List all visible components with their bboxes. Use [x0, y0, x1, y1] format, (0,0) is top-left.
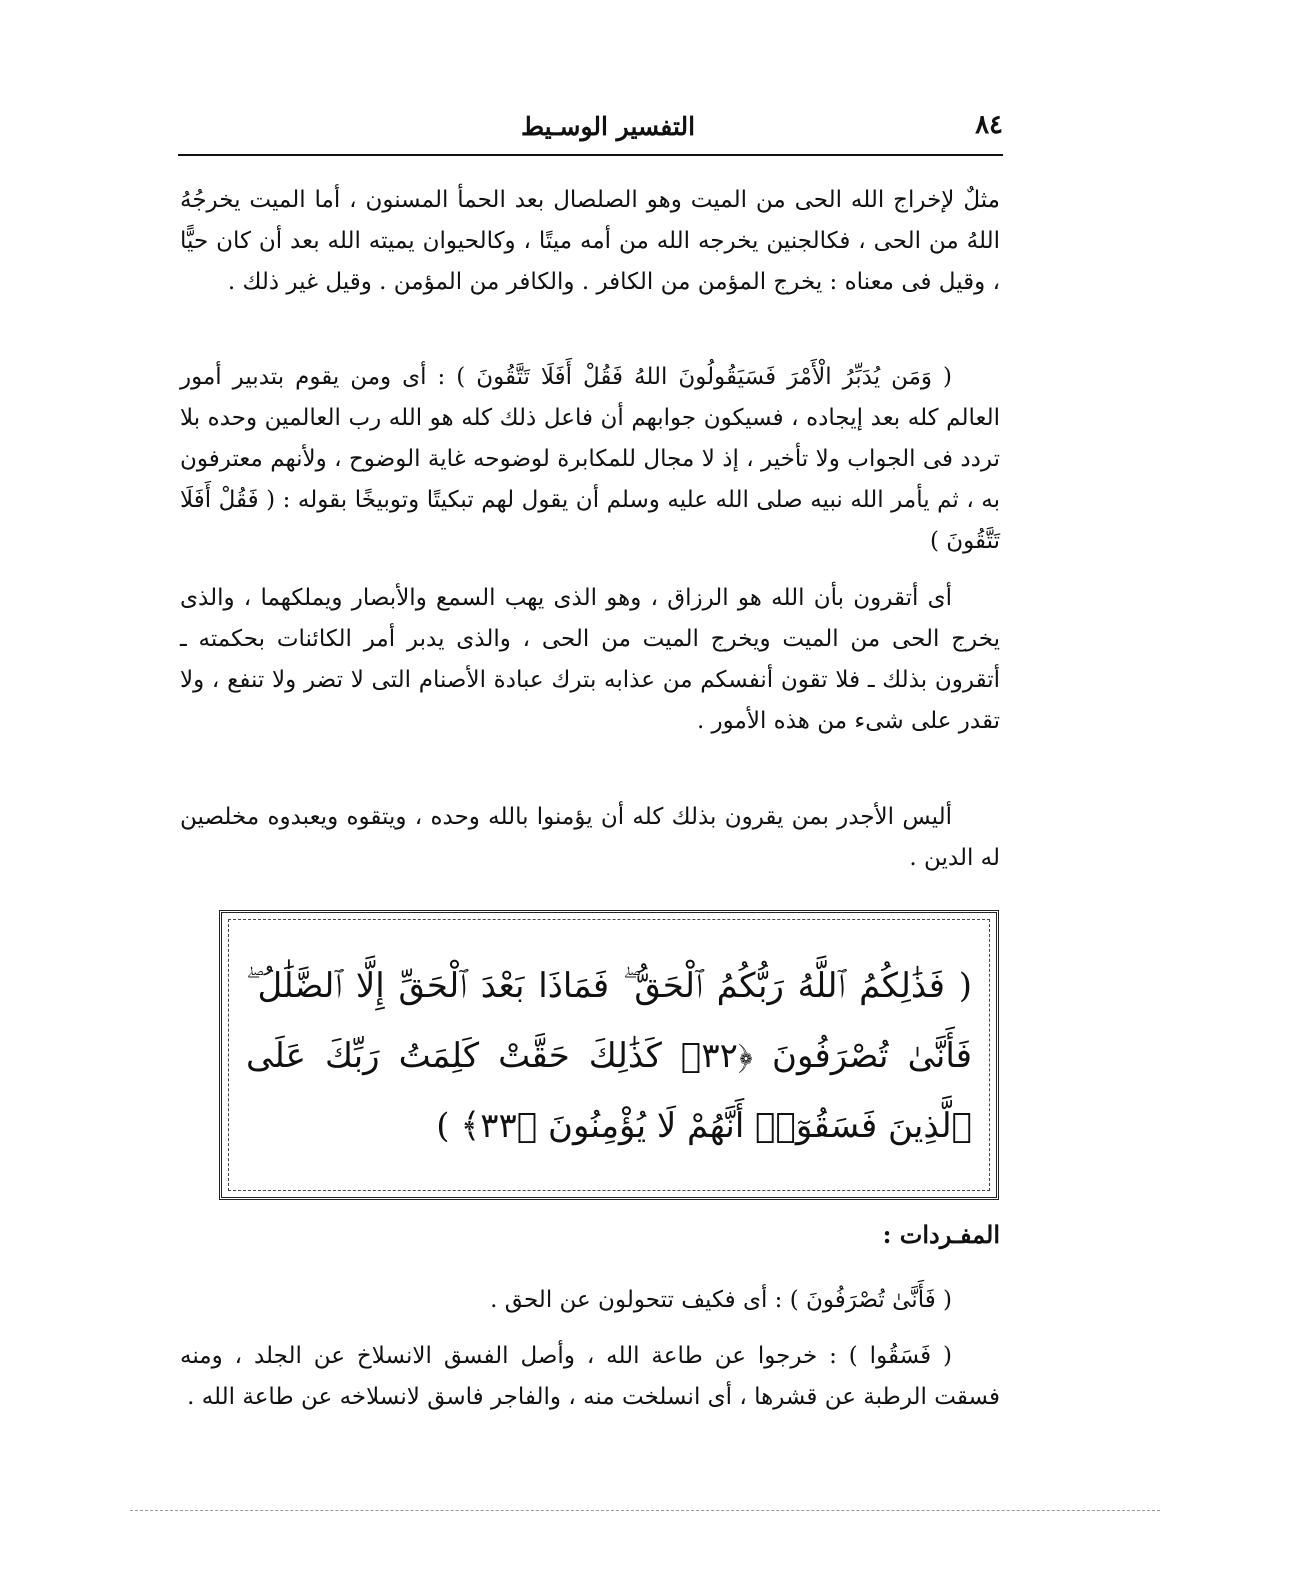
paragraph: أليس الأجدر بمن يقرون بذلك كله أن يؤمنوا بالله وحده ، ويتقوه ويعبدوه مخلصين له الدين .	[180, 804, 1000, 871]
vocabulary-entry: ( فَأَنَّىٰ تُصْرَفُونَ ) : أى فكيف تتحولون عن الحق .	[490, 1287, 952, 1313]
page-bottom-rule	[130, 1510, 1160, 1511]
quran-verse-frame	[219, 910, 999, 1200]
paragraph: ( وَمَن يُدَبِّرُ الْأَمْرَ فَسَيَقُولُونَ اللهُ فَقُلْ أَفَلَا تَتَّقُونَ ) : أى ومن يقوم بتدبير أمور العالم كله بعد إيجاده ، فسيكون جوابهم أن فاعل ذلك كله هو الله رب العالمين وحده بلا تردد فى الجواب ولا تأخير ، إذ لا مجال للمكابرة لوضوحه غاية الوضوح ، ولأنهم معترفون به ، ثم يأمر الله نبيه صلى الله عليه وسلم أن يقول لهم تبكيتًا وتوبيخًا بقوله : ( فَقُلْ أَفَلَا تَتَّقُونَ )	[180, 364, 1000, 554]
vocabulary-entry: ( فَسَقُوا ) : خرجوا عن طاعة الله ، وأصل الفسق الانسلاخ عن الجلد ، ومنه فسقت الرطبة عن قشرها ، أى انسلخت منه ، والفاجر فاسق لانسلاخه عن طاعة الله .	[180, 1343, 1000, 1410]
page-header	[178, 108, 1003, 156]
vocabulary-heading: المفـردات :	[882, 1220, 1000, 1249]
quran-verse: ( فَذَٰلِكُمُ ٱللَّهُ رَبُّكُمُ ٱلْحَقُّ ۖ فَمَاذَا بَعْدَ ٱلْحَقِّ إِلَّا ٱلضَّلَٰلُ ۖ فَأَنَّىٰ تُصْرَفُونَ ﴿٣٢﴾ كَذَٰلِكَ حَقَّتْ كَلِمَتُ رَبِّكَ عَلَى ٱلَّذِينَ فَسَقُوٓا۟ أَنَّهُمْ لَا يُؤْمِنُونَ ﴿٣٣﴾ )	[246, 966, 972, 1146]
book-title: التفسير الوسـيط	[520, 112, 696, 141]
paragraph: أى أتقرون بأن الله هو الرزاق ، وهو الذى يهب السمع والأبصار ويملكهما ، والذى يخرج الحى من الميت ويخرج الميت من الحى ، والذى يدبر أمر الكائنات بحكمته ـ أتقرون بذلك ـ فلا تقون أنفسكم من عذابه بترك عبادة الأصنام التى لا تضر ولا تنفع ، ولا تقدر على شىء من هذه الأمور .	[180, 585, 1000, 734]
paragraph: مثلٌ لإخراج الله الحى من الميت وهو الصلصال بعد الحمأ المسنون ، أما الميت يخرجُهُ اللهُ من الحى ، فكالجنين يخرجه الله من أمه ميتًا ، وكالحيوان يميته الله بعد أن كان حيًّا ، وقيل فى معناه : يخرج المؤمن من الكافر . والكافر من المؤمن . وقيل غير ذلك .	[180, 187, 1000, 295]
page-number: ٨٤	[975, 110, 1003, 140]
